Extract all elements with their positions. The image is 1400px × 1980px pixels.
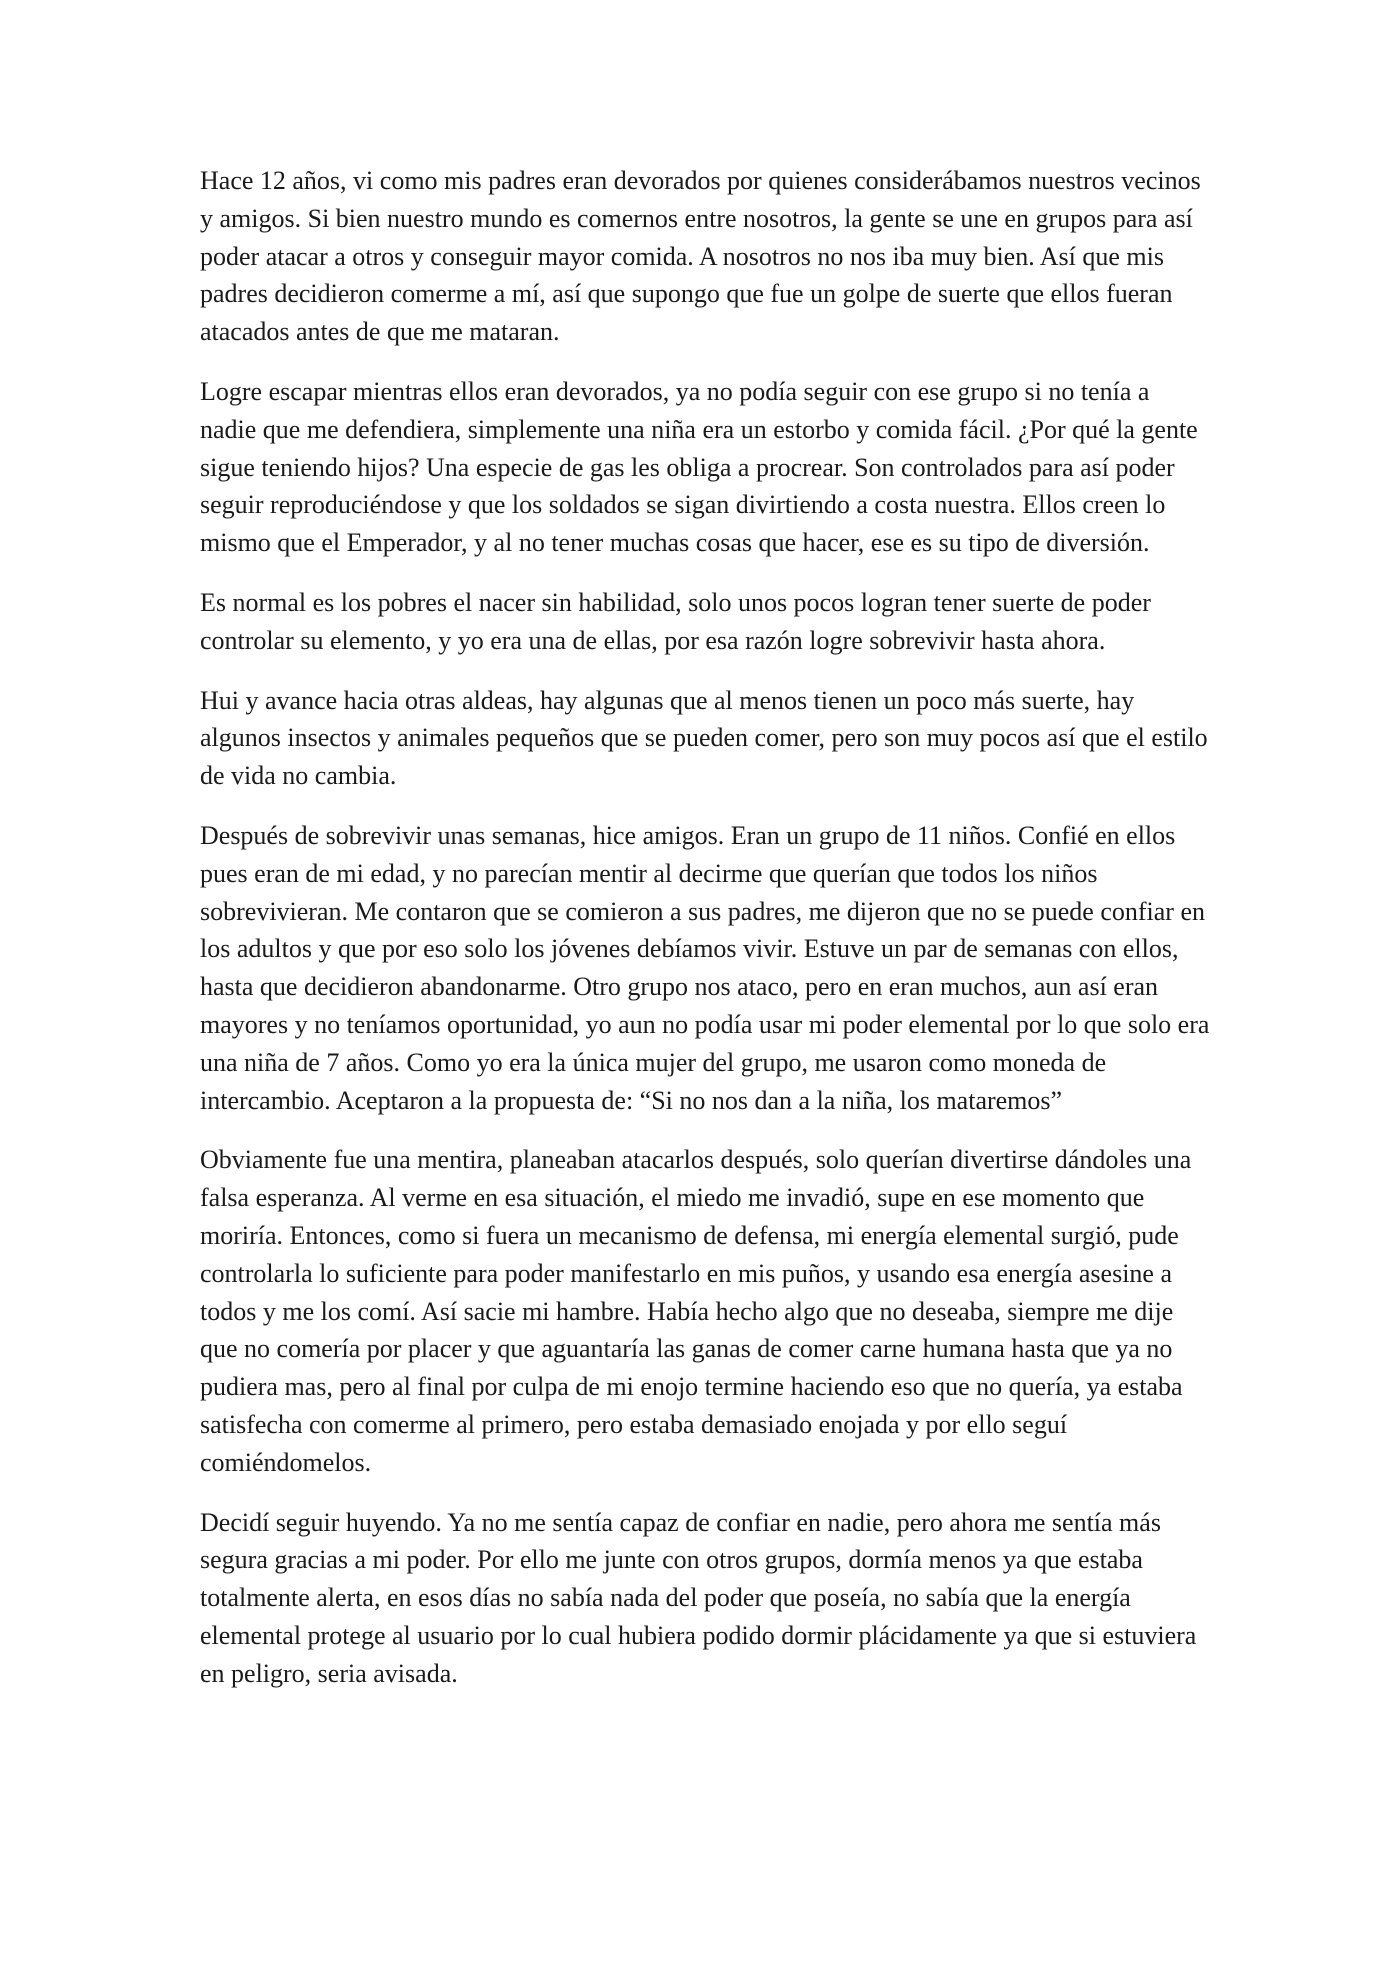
paragraph-2: Logre escapar mientras ellos eran devorados, ya no podía seguir con ese grupo si no tenía a nadie que me defendiera, simplemente una niña era un estorbo y comida fácil. ¿Por qué la gente sigue teniendo hijos? Una especie de gas les obliga a procrear. Son controlados para así poder seguir reproduciéndose y que los soldados se sigan divirtiendo a costa nuestra. Ellos creen lo mismo que el Emperador, y al no tener muchas cosas que hacer, ese es su tipo de diversión. <box>200 376 1198 558</box>
paragraph-7: Decidí seguir huyendo. Ya no me sentía capaz de confiar en nadie, pero ahora me sentía más segura gracias a mi poder. Por ello me junte con otros grupos, dormía menos ya que estaba totalmente alerta, en esos días no sabía nada del poder que poseía, no sabía que la energía elemental protege al usuario por lo cual hubiera podido dormir plácidamente ya que si estuviera en peligro, seria avisada. <box>200 1507 1197 1688</box>
document-body <box>200 162 1210 1714</box>
paragraph-5: Después de sobrevivir unas semanas, hice amigos. Eran un grupo de 11 niños. Confié en ellos pues eran de mi edad, y no parecían mentir al decirme que querían que todos los niños sobrevivieran. Me contaron que se comieron a sus padres, me dijeron que no se puede confiar en los adultos y que por eso solo los jóvenes debíamos vivir. Estuve un par de semanas con ellos, hasta que decidieron abandonarme. Otro grupo nos ataco, pero en eran muchos, aun así eran mayores y no teníamos oportunidad, yo aun no podía usar mi poder elemental por lo que solo era una niña de 7 años. Como yo era la única mujer del grupo, me usaron como moneda de intercambio. Aceptaron a la propuesta de: “Si no nos dan a la niña, los mataremos” <box>200 820 1210 1115</box>
paragraph-4: Hui y avance hacia otras aldeas, hay algunas que al menos tienen un poco más suerte, hay algunos insectos y animales pequeños que se pueden comer, pero son muy pocos así que el estilo de vida no cambia. <box>200 685 1208 791</box>
paragraph-6: Obviamente fue una mentira, planeaban atacarlos después, solo querían divertirse dándoles una falsa esperanza. Al verme en esa situación, el miedo me invadió, supe en ese momento que moriría. Entonces, como si fuera un mecanismo de defensa, mi energía elemental surgió, pude controlarla lo suficiente para poder manifestarlo en mis puños, y usando esa energía asesine a todos y me los comí. Así sacie mi hambre. Había hecho algo que no deseaba, siempre me dije que no comería por placer y que aguantaría las ganas de comer carne humana hasta que ya no pudiera mas, pero al final por culpa de mi enojo termine haciendo eso que no quería, ya estaba satisfecha con comerme al primero, pero estaba demasiado enojada y por ello seguí comiéndomelos. <box>200 1145 1192 1477</box>
paragraph-1: Hace 12 años, vi como mis padres eran devorados por quienes considerábamos nuestros vecinos y amigos. Si bien nuestro mundo es comernos entre nosotros, la gente se une en grupos para así poder atacar a otros y conseguir mayor comida. A nosotros no nos iba muy bien. Así que mis padres decidieron comerme a mí, así que supongo que fue un golpe de suerte que ellos fueran atacados antes de que me mataran. <box>200 166 1201 347</box>
paragraph-3: Es normal es los pobres el nacer sin habilidad, solo unos pocos logran tener suerte de poder controlar su elemento, y yo era una de ellas, por esa razón logre sobrevivir hasta ahora. <box>200 587 1151 655</box>
